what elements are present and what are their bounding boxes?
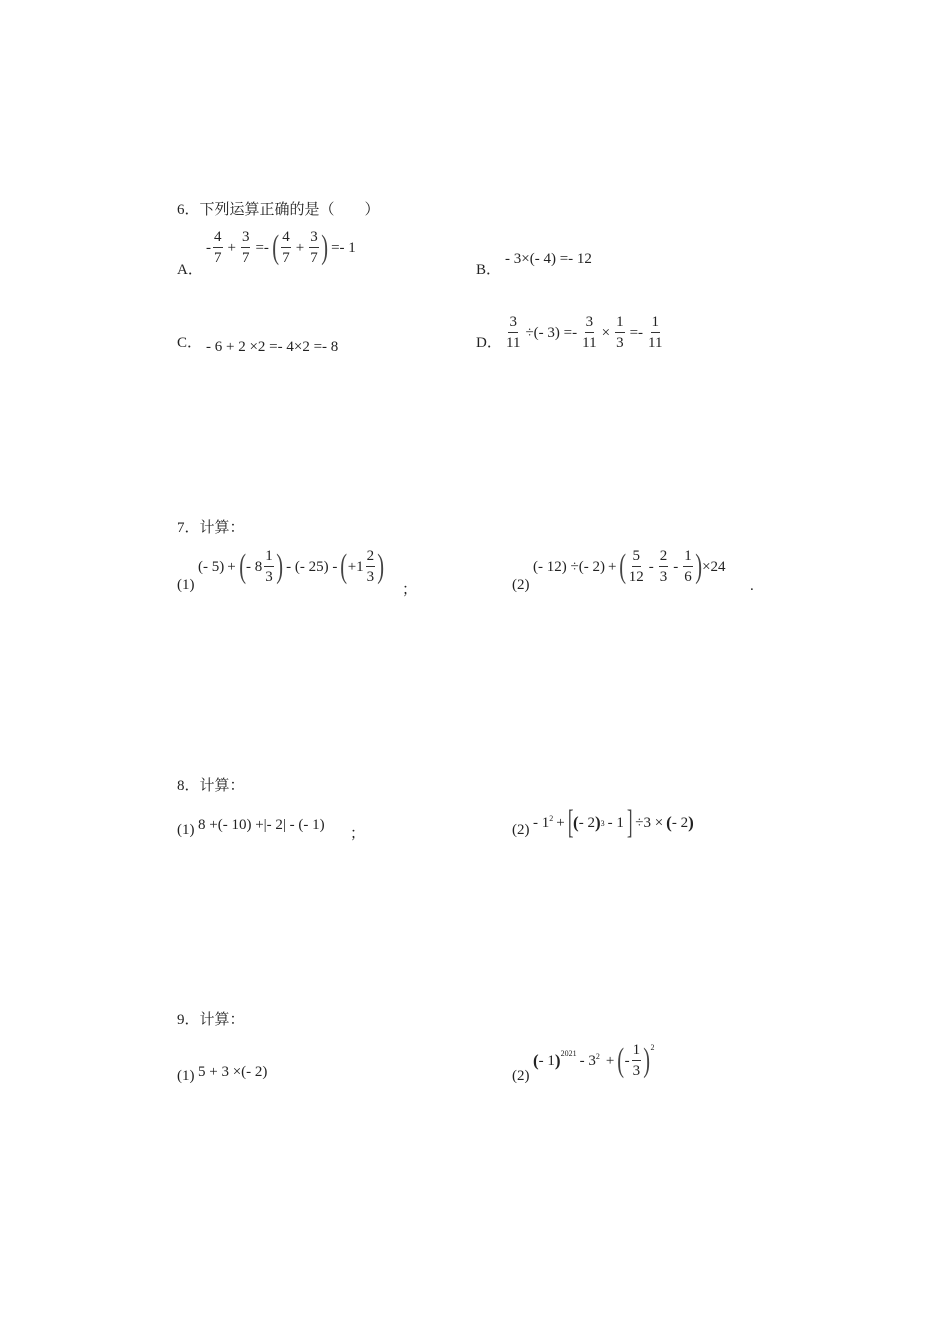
q7-part2-expr: (- 12) ÷(- 2) + ( $\frac{5}{12}$ - $\frac{2}{3}$ - $\frac{1}{6}$ ) ×24 xyxy=(533,548,726,585)
q6-option-d-label[interactable]: D． xyxy=(476,335,502,351)
q9-part1-expr: 5 + 3 ×(- 2) xyxy=(198,1064,268,1080)
q6-option-a-label[interactable]: A． xyxy=(177,262,203,278)
q6-title: 6．下列运算正确的是（ ） xyxy=(177,202,380,218)
q8-part2-expr: - $1^2$ + [ ( - 2 ) 3 - 1 ] ÷3 × ( - 2 ) xyxy=(533,804,694,841)
q6-option-b-expr: - 3×(- 4) =- 12 xyxy=(505,251,592,267)
q6-option-b-label[interactable]: B． xyxy=(476,262,502,278)
q8-part2-label: (2) xyxy=(512,822,530,838)
q7-part1-expr: (- 5) + ( - 8 $\frac{1}{3}$ ) - (- 25) - ( +1 $\frac{2}{3}$ ) xyxy=(198,548,385,585)
q8-part1-end: ； xyxy=(350,826,366,842)
q7-part1-end: ； xyxy=(402,582,418,598)
q9-title: 9．计算： xyxy=(177,1012,245,1028)
q7-title: 7．计算： xyxy=(177,520,245,536)
q8-part1-expr: 8 +(- 10) +|- 2| - (- 1) xyxy=(198,817,325,833)
q9-part2-expr: ( - 1 ) $^{2021}$ - $3^2$ + ( - $\frac{1}{3}$ ) $^2$ xyxy=(533,1042,655,1079)
q6-option-d-expr: $\frac{3}{11}$ ÷(- 3) =- $\frac{3}{11}$ × $\frac{1}{3}$ =- $\frac{1}{11}$ xyxy=(506,314,663,351)
q8-part1-label: (1) xyxy=(177,822,195,838)
q7-part2-end: . xyxy=(750,578,754,594)
q9-part1-label: (1) xyxy=(177,1068,195,1084)
q8-title: 8．计算： xyxy=(177,778,245,794)
q6-option-c-label[interactable]: C． xyxy=(177,335,203,351)
q6-option-c-expr: - 6 + 2 ×2 =- 4×2 =- 8 xyxy=(206,339,339,355)
q9-part2-label: (2) xyxy=(512,1068,530,1084)
q7-part2-label: (2) xyxy=(512,577,530,593)
q7-part1-label: (1) xyxy=(177,577,195,593)
q6-option-a-expr: - $\frac{4}{7}$ + $\frac{3}{7}$ =- ( $\frac{4}{7}$ + $\frac{3}{7}$ ) =- 1 xyxy=(206,229,356,266)
